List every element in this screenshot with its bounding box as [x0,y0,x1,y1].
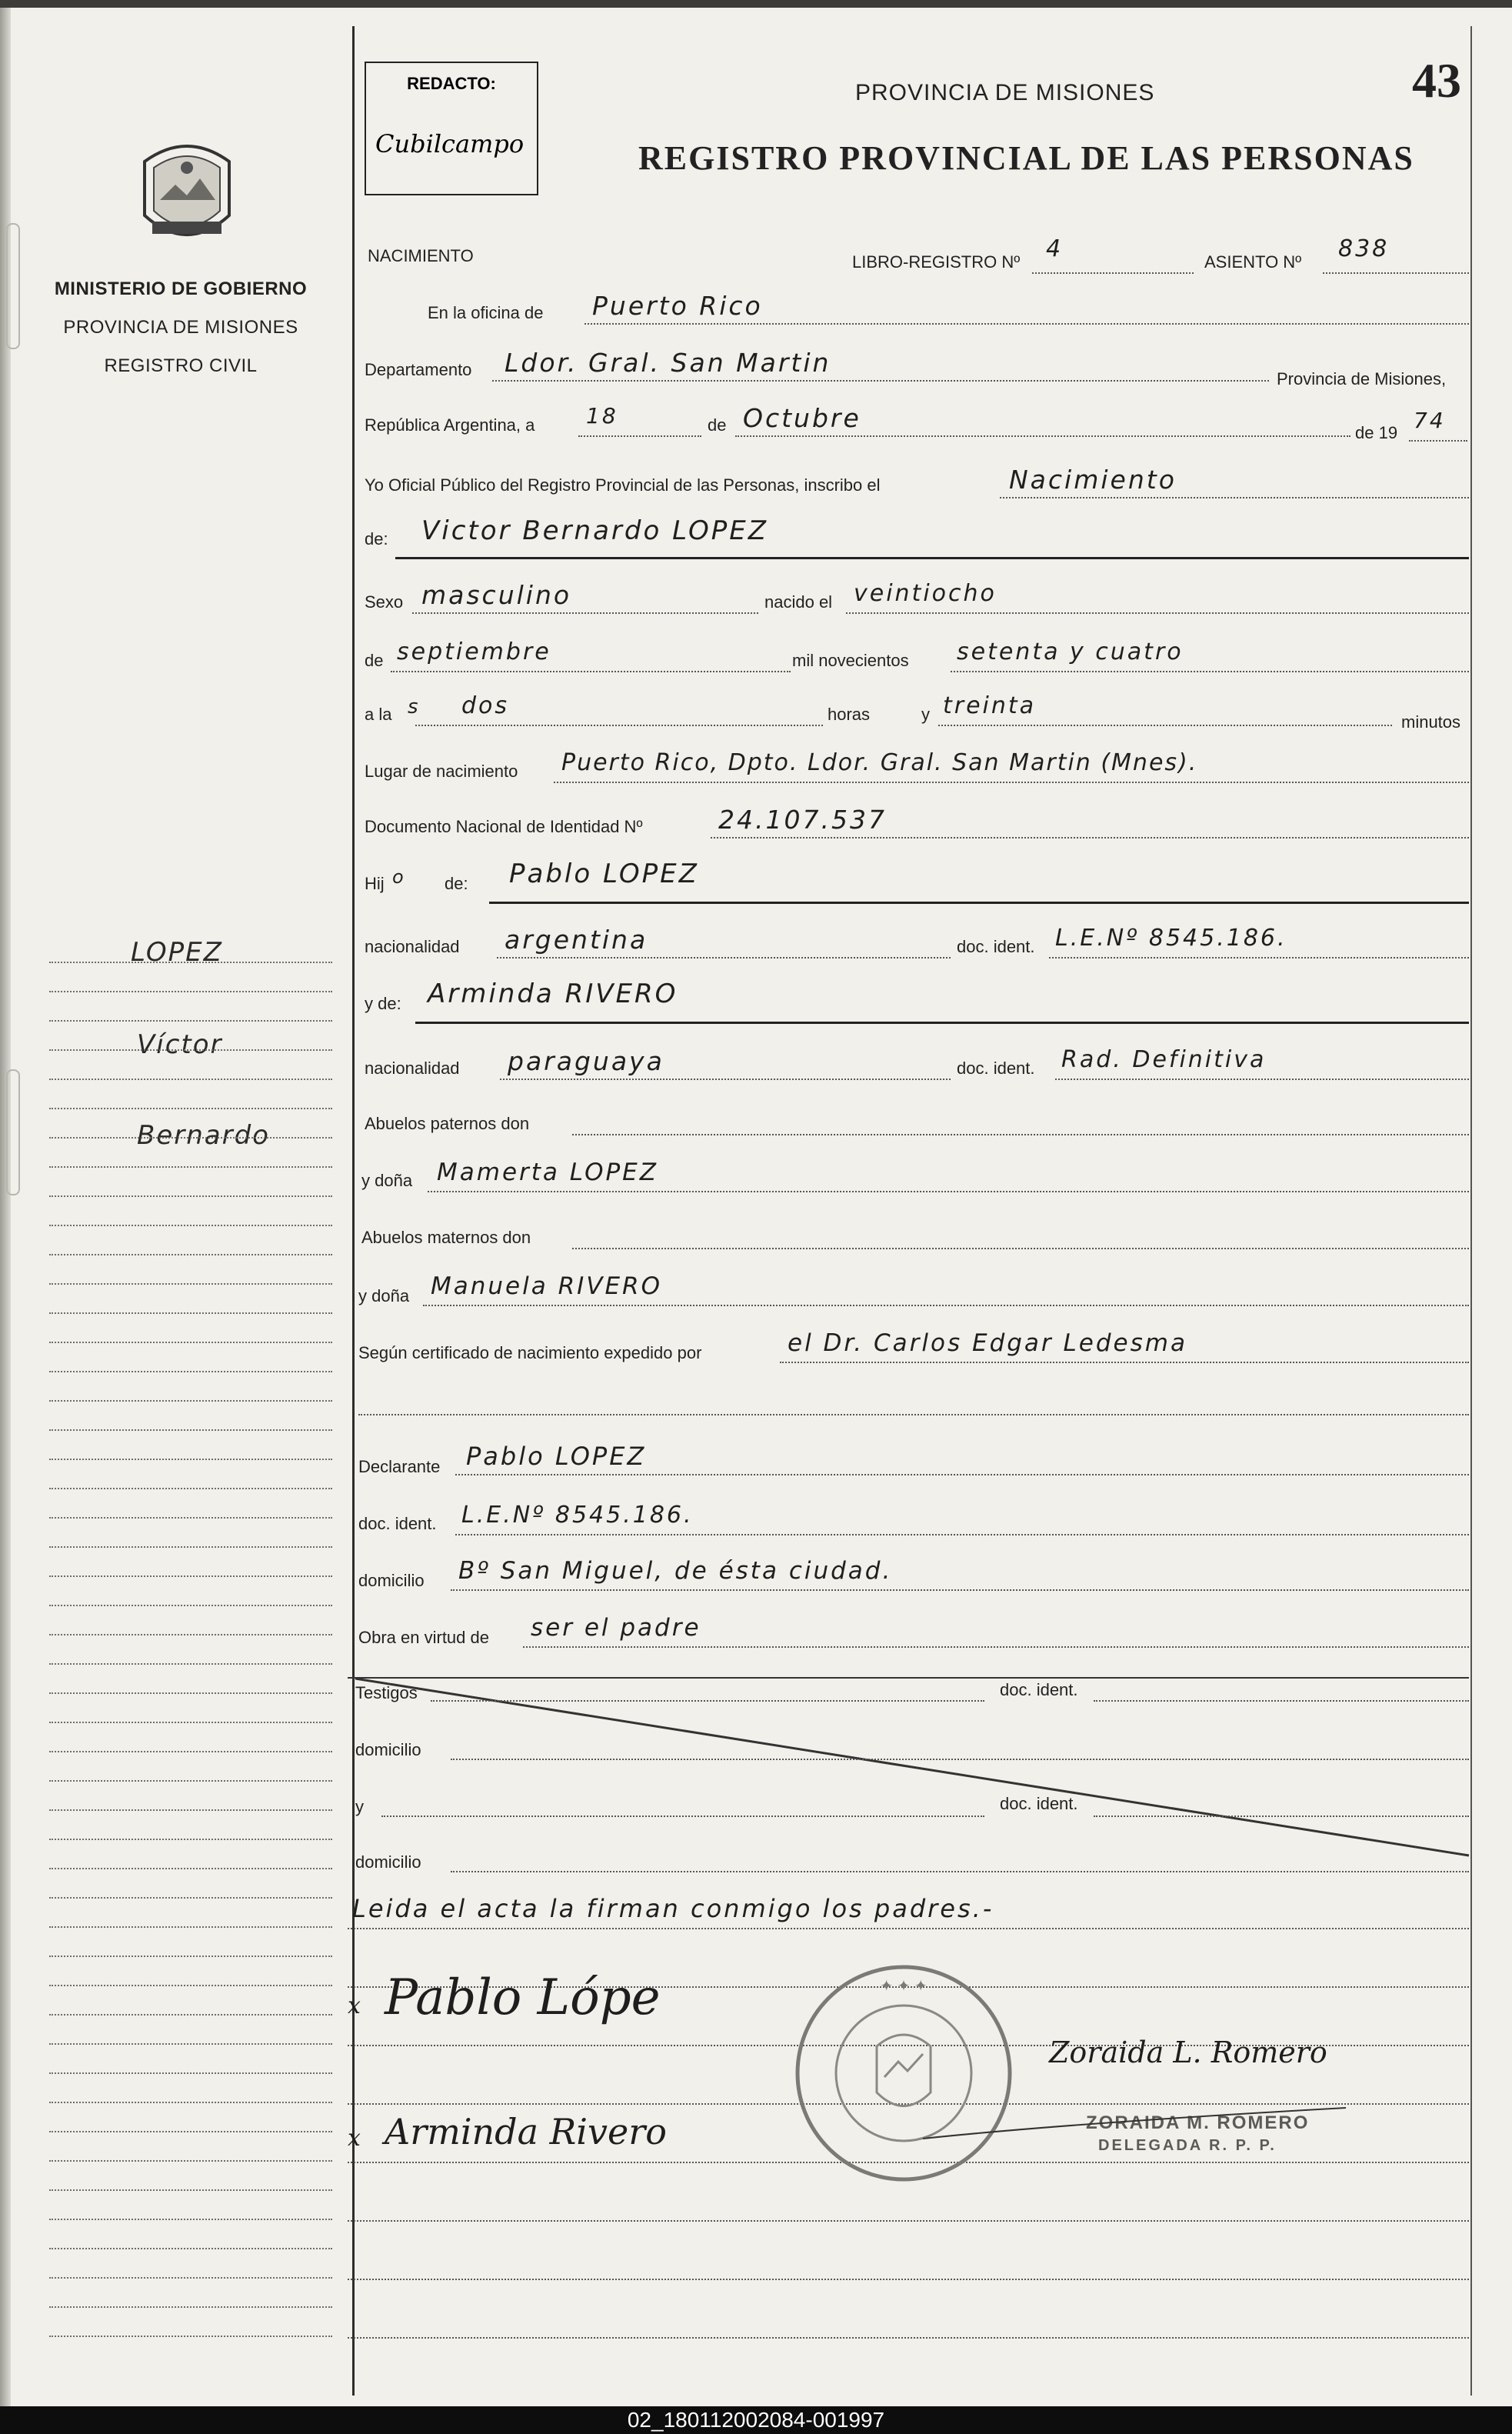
de-name-label: de: [365,529,388,548]
madre-nacionalidad-value: paraguaya [508,1046,664,1076]
margin-rule-line [49,2277,332,2279]
madre-doc-value: Rad. Definitiva [1061,1046,1267,1073]
madre-nac-dots [500,1079,951,1080]
margin-rule-line [49,2131,332,2132]
mes-dots [735,435,1350,437]
svg-text:✦ ✦ ✦: ✦ ✦ ✦ [880,1978,928,1995]
abuelo-pat-dots [572,1134,1469,1135]
obra-value: ser el padre [531,1614,701,1642]
margin-rule-line [49,1517,332,1519]
oficina-dots [584,323,1469,325]
margin-second-name: Bernardo [137,1120,270,1151]
de-label: de [708,415,727,435]
madre-nacionalidad-label: nacionalidad [365,1059,460,1078]
testigos-domicilio-dots [451,1759,1469,1760]
declarante-dots [455,1474,1469,1475]
lugar-label: Lugar de nacimiento [365,762,518,781]
official-signature-flourish [915,2100,1361,2146]
margin-rule-line [49,1926,332,1928]
official-title-stamp: DELEGADA R. P. P. [1098,2137,1277,2154]
alas-label: a la [365,705,392,724]
margin-rule-line [49,1488,332,1489]
margin-rule-line [49,1254,332,1255]
margin-rule-line [49,1605,332,1606]
declarante-label: Declarante [358,1457,441,1476]
sexo-value: masculino [421,580,572,610]
abuela-mat-label: y doña [358,1286,410,1305]
padre-doc-dots [1049,957,1469,959]
abuela-mat-value: Manuela RIVERO [431,1272,662,1300]
margin-rule-line [49,1166,332,1168]
nac-mes-dots [391,671,791,672]
margin-rule-line [49,1575,332,1577]
oficial-label: Yo Oficial Público del Registro Provincial de las Personas, inscribo el [365,475,881,495]
obra-dots [523,1646,1469,1648]
horas-label: horas [828,705,871,724]
margin-rule-line [49,962,332,963]
ministry-title: MINISTERIO DE GOBIERNO [54,278,308,299]
sexo-label: Sexo [365,592,404,612]
testigos-domicilio2-dots [451,1871,1469,1872]
margin-rule-line [49,1956,332,1957]
mil-label: mil novecientos [792,651,909,670]
abuela-mat-dots [423,1305,1469,1306]
testigos-void-slash [348,1677,1472,1862]
redacto-box [365,62,538,195]
abuela-pat-label: y doña [361,1171,413,1190]
ministry-registry: REGISTRO CIVIL [104,355,258,376]
testigos-dots [431,1700,984,1702]
header-province: PROVINCIA DE MISIONES [855,80,1155,105]
minutos-label: minutos [1401,712,1461,732]
margin-rule-line [49,1897,332,1899]
blank-line-5 [348,2220,1469,2222]
testigos-label: Testigos [355,1683,418,1702]
dni-value: 24.107.537 [718,805,887,835]
margin-rule-line [49,2336,332,2337]
image-id-caption: 02_180112002084-001997 [627,2408,885,2432]
madre-underline [415,1022,1469,1024]
official-name-stamp: ZORAIDA M. ROMERO [1086,2112,1310,2133]
page-title: REGISTRO PROVINCIAL DE LAS PERSONAS [638,139,1414,177]
margin-rule-line [49,2219,332,2220]
testigos-y-label: y [355,1797,364,1816]
margin-rule-line [49,2160,332,2162]
testigos-doc-label: doc. ident. [1000,1680,1078,1699]
alas-suffix: s [408,695,421,719]
provincial-crest-icon [129,131,245,254]
dni-dots [711,837,1469,839]
padre-nacionalidad-label: nacionalidad [365,937,460,956]
leida-dots [348,1928,1469,1929]
decl-doc-value: L.E.Nº 8545.186. [461,1502,694,1529]
nacido-label: nacido el [764,592,833,612]
sexo-dots [412,612,758,614]
leida-text: Leida el acta la firman conmigo los padres.- [352,1894,994,1923]
padre-doc-value: L.E.Nº 8545.186. [1055,925,1287,952]
declarante-value: Pablo LOPEZ [466,1442,647,1471]
abuela-pat-dots [428,1191,1469,1192]
nombre-underline [395,557,1469,559]
minutos-dots [938,725,1392,726]
registry-seal-icon [792,1962,1015,2185]
margin-rule-line [49,2043,332,2045]
nacido-dots [846,612,1469,614]
official-signature: Zoraida L. Romero [1049,2036,1327,2069]
madre-doc-label: doc. ident. [957,1059,1035,1078]
y-de-label: y de: [365,994,401,1013]
nacimiento-label: NACIMIENTO [368,246,474,265]
domicilio-value: Bº San Miguel, de ésta ciudad. [458,1557,893,1585]
margin-rule-line [49,2072,332,2074]
dia-dots [578,435,701,437]
abuelos-paternos-label: Abuelos paternos don [365,1114,530,1133]
testigos-domicilio-label: domicilio [355,1740,421,1759]
certificado-dots [780,1362,1469,1363]
margin-rule-line [49,991,332,992]
nacido-value: veintiocho [854,580,997,607]
hijo-label: Hij [365,874,385,893]
de19-label: de 19 [1355,423,1398,442]
margin-rule-line [49,1546,332,1548]
mother-sign-mark: x [348,2125,361,2152]
asiento-value: 838 [1338,235,1390,262]
father-signature: Pablo Lópe [385,1969,661,2026]
minutos-value: treinta [943,692,1037,719]
certificado-label: Según certificado de nacimiento expedido por [358,1343,702,1362]
margin-rule-line [49,2189,332,2191]
margin-rule-line [49,1225,332,1226]
margin-rule-line [49,1692,332,1694]
abuela-pat-value: Mamerta LOPEZ [437,1159,658,1186]
margin-rule-line [49,1371,332,1372]
margin-rule-line [49,2248,332,2249]
padre-nac-dots [497,957,951,959]
margin-rule-line [49,1312,332,1314]
hijo-suffix: o [392,866,406,888]
asiento-dots [1323,272,1469,274]
madre-value: Arminda RIVERO [428,979,678,1009]
horas-dots [415,725,823,726]
margin-column [0,8,343,2414]
margin-rule-line [49,2306,332,2308]
mother-signature: Arminda Rivero [385,2111,667,2152]
margin-surname: LOPEZ [131,937,223,968]
margin-rule-line [49,1108,332,1109]
nac-mes-value: septiembre [397,639,551,665]
testigos-doc2-label: doc. ident. [1000,1794,1078,1813]
margin-first-name: Víctor [137,1029,223,1060]
obra-label: Obra en virtud de [358,1628,489,1647]
margin-rule-line [49,1780,332,1782]
ministry-province: PROVINCIA DE MISIONES [63,317,298,338]
margin-rule-line [49,1079,332,1080]
lugar-value: Puerto Rico, Dpto. Ldor. Gral. San Martin (Mnes). [561,749,1198,776]
asiento-label: ASIENTO Nº [1204,252,1302,272]
abuelo-mat-dots [572,1248,1469,1249]
domicilio-label: domicilio [358,1571,425,1590]
anio-value: 74 [1414,408,1446,433]
lugar-dots [554,782,1469,783]
anio-dots [1409,440,1467,442]
provincia-suffix: Provincia de Misiones, [1277,369,1447,388]
y-label: y [921,705,930,724]
margin-rule-line [49,1342,332,1343]
testigos-doc2-dots [1094,1815,1469,1817]
departamento-label: Departamento [365,360,472,379]
padre-nacionalidad-value: argentina [505,925,648,955]
margin-rule-line [49,2102,332,2103]
margin-rule-line [49,1634,332,1635]
margin-rule-line [49,1868,332,1869]
oficina-value: Puerto Rico [592,291,763,321]
libro-value: 4 [1046,235,1064,262]
testigos-y-dots [381,1815,984,1817]
testigos-domicilio2-label: domicilio [355,1852,421,1872]
inscribo-value: Nacimiento [1009,465,1177,495]
margin-rule-line [49,1809,332,1811]
margin-rule-line [49,1839,332,1840]
decl-doc-label: doc. ident. [358,1514,437,1533]
margin-divider [352,26,355,2396]
redacto-label: REDACTO: [407,74,496,93]
domicilio-dots [451,1589,1469,1591]
anio-letras-dots [951,671,1469,672]
margin-rule-line [49,1663,332,1665]
certificado-dots-2 [358,1414,1469,1415]
oficina-label: En la oficina de [428,303,544,322]
certificado-value: el Dr. Carlos Edgar Ledesma [788,1329,1187,1357]
father-sign-mark: x [348,1992,361,2019]
blank-line-6 [348,2279,1469,2280]
margin-rule-line [49,1049,332,1051]
margin-rule-line [49,1751,332,1752]
libro-label: LIBRO-REGISTRO Nº [852,252,1021,272]
margin-rule-line [49,1020,332,1022]
decl-doc-dots [455,1534,1469,1535]
right-border [1470,26,1472,2396]
margin-rule-line [49,1459,332,1460]
dia-value: 18 [586,403,618,428]
departamento-value: Ldor. Gral. San Martin [505,348,831,378]
margin-rule-line [49,1283,332,1285]
dni-label: Documento Nacional de Identidad Nº [365,817,643,836]
hijo-de-label: de: [445,874,468,893]
de-mes-label: de [365,651,384,670]
anio-letras-value: setenta y cuatro [957,639,1184,665]
padre-underline [489,902,1469,904]
margin-rule-line [49,2014,332,2016]
padre-value: Pablo LOPEZ [509,859,699,889]
margin-rule-line [49,1400,332,1402]
padre-doc-label: doc. ident. [957,937,1035,956]
testigos-doc-dots [1094,1700,1469,1702]
madre-doc-dots [1055,1079,1469,1080]
libro-dots [1032,272,1194,274]
margin-rule-line [49,1137,332,1139]
departamento-dots [492,380,1269,382]
nombre-value: Victor Bernardo LOPEZ [421,515,769,546]
abuelos-maternos-label: Abuelos maternos don [361,1228,531,1247]
horas-value: dos [461,692,510,719]
republica-label: República Argentina, a [365,415,535,435]
margin-rule-line [49,1195,332,1197]
margin-rule-line [49,1985,332,1986]
folio-number: 43 [1412,53,1461,108]
margin-rule-line [49,1429,332,1431]
redacto-signature: Cubilcampo [375,129,525,158]
blank-line-7 [348,2337,1469,2339]
inscribo-dots [1000,497,1469,498]
margin-rule-line [49,1722,332,1723]
mes-value: Octubre [743,403,861,433]
